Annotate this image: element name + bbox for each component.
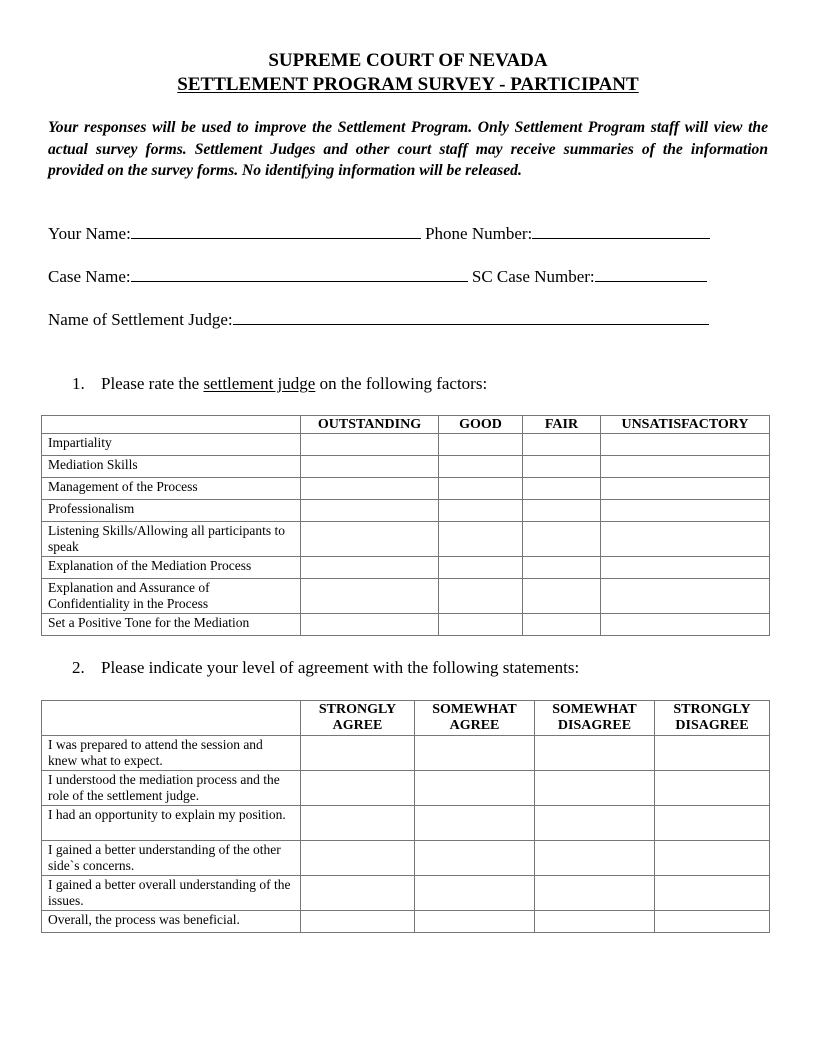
rating-cell[interactable] [535, 876, 655, 911]
table-row [42, 557, 770, 579]
rating-cell[interactable] [415, 841, 535, 876]
column-header-line1: STRONGLY [318, 702, 397, 717]
column-header: UNSATISFACTORY [601, 416, 770, 434]
row-label: Professionalism [42, 500, 301, 522]
table-row [42, 911, 770, 933]
question-1-suffix: on the following factors: [315, 374, 488, 393]
column-header [655, 701, 770, 736]
rating-cell[interactable] [535, 841, 655, 876]
row-label: Set a Positive Tone for the Mediation [42, 614, 301, 636]
case-line [48, 267, 707, 287]
rating-cell[interactable] [439, 614, 523, 636]
rating-cell[interactable] [301, 434, 439, 456]
rating-cell[interactable] [655, 806, 770, 841]
rating-cell[interactable] [535, 911, 655, 933]
rating-cell[interactable] [301, 771, 415, 806]
rating-cell[interactable] [301, 579, 439, 614]
rating-cell[interactable] [535, 771, 655, 806]
rating-cell[interactable] [523, 579, 601, 614]
rating-cell[interactable] [301, 736, 415, 771]
column-header-line1: SOMEWHAT [432, 702, 517, 717]
column-header [535, 701, 655, 736]
survey-title [0, 74, 816, 96]
case-name-label: Case Name: [48, 267, 131, 286]
rating-cell[interactable] [523, 522, 601, 557]
row-label: Explanation and Assurance of Confidentiality in the Process [42, 579, 301, 614]
table-row [42, 841, 770, 876]
sc-case-number-label: SC Case Number: [471, 267, 595, 286]
rating-cell[interactable] [439, 579, 523, 614]
column-header-line1: SOMEWHAT [552, 702, 637, 717]
table-row [42, 876, 770, 911]
question-1-underlined: settlement judge [203, 374, 316, 393]
rating-cell[interactable] [439, 500, 523, 522]
row-label: I gained a better overall understanding of the issues. [42, 876, 301, 911]
question-1 [72, 374, 487, 394]
rating-cell[interactable] [301, 841, 415, 876]
column-header-line2: DISAGREE [557, 718, 632, 733]
column-header: GOOD [439, 416, 523, 434]
settlement-judge-label: Name of Settlement Judge: [48, 310, 233, 329]
row-label: Impartiality [42, 434, 301, 456]
row-label: Management of the Process [42, 478, 301, 500]
question-2-text: Please indicate your level of agreement with the following statements: [101, 658, 580, 677]
question-2-number: 2. [72, 658, 85, 677]
case-name-input[interactable] [131, 267, 468, 282]
rating-cell[interactable] [523, 614, 601, 636]
question-1-number: 1. [72, 374, 85, 393]
row-label: Mediation Skills [42, 456, 301, 478]
survey-title-text: SETTLEMENT PROGRAM SURVEY - PARTICIPANT [177, 74, 639, 95]
rating-cell[interactable] [601, 456, 770, 478]
rating-cell[interactable] [601, 557, 770, 579]
column-header: OUTSTANDING [301, 416, 439, 434]
rating-cell[interactable] [655, 876, 770, 911]
your-name-input[interactable] [131, 224, 421, 239]
rating-cell[interactable] [439, 478, 523, 500]
sc-case-number-input[interactable] [595, 267, 707, 282]
rating-cell[interactable] [523, 478, 601, 500]
table-row [42, 500, 770, 522]
rating-cell[interactable] [439, 522, 523, 557]
column-header-line2: AGREE [332, 718, 383, 733]
rating-cell[interactable] [655, 841, 770, 876]
rating-cell[interactable] [301, 557, 439, 579]
rating-cell[interactable] [301, 522, 439, 557]
rating-cell[interactable] [655, 911, 770, 933]
rating-cell[interactable] [523, 456, 601, 478]
name-phone-line [48, 224, 710, 244]
table-header-row [42, 701, 770, 736]
rating-cell[interactable] [601, 579, 770, 614]
intro-paragraph: Your responses will be used to improve the Settlement Program. Only Settlement Program staff will view the actual survey forms. Settlement Judges and other court staff may receive summaries of the information provided on the survey forms. No identifying information will be released. [48, 119, 768, 179]
rating-cell[interactable] [535, 736, 655, 771]
row-label: I understood the mediation process and the role of the settlement judge. [42, 771, 301, 806]
row-label: I had an opportunity to explain my position. [42, 806, 301, 841]
rating-cell[interactable] [301, 478, 439, 500]
rating-cell[interactable] [439, 434, 523, 456]
table-row [42, 736, 770, 771]
empty-header-cell [42, 416, 301, 434]
rating-cell[interactable] [415, 736, 535, 771]
your-name-label: Your Name: [48, 224, 131, 243]
rating-cell[interactable] [439, 557, 523, 579]
rating-cell[interactable] [523, 557, 601, 579]
settlement-judge-input[interactable] [233, 310, 709, 325]
column-header [415, 701, 535, 736]
judge-rating-table [41, 415, 770, 636]
rating-cell[interactable] [535, 806, 655, 841]
table-row [42, 478, 770, 500]
column-header: FAIR [523, 416, 601, 434]
rating-cell[interactable] [601, 478, 770, 500]
rating-cell[interactable] [415, 911, 535, 933]
phone-number-label: Phone Number: [425, 224, 533, 243]
table-row [42, 522, 770, 557]
row-label: I gained a better understanding of the other side`s concerns. [42, 841, 301, 876]
question-1-prefix: Please rate the [101, 374, 204, 393]
rating-cell[interactable] [601, 500, 770, 522]
court-title: SUPREME COURT OF NEVADA [268, 50, 548, 71]
column-header [301, 701, 415, 736]
row-label: Explanation of the Mediation Process [42, 557, 301, 579]
rating-cell[interactable] [601, 614, 770, 636]
table-header-row [42, 416, 770, 434]
column-header-line2: AGREE [449, 718, 500, 733]
agreement-table [41, 700, 770, 933]
column-header-line2: DISAGREE [675, 718, 749, 733]
table-row [42, 771, 770, 806]
table-row [42, 806, 770, 841]
row-label: Listening Skills/Allowing all participants to speak [42, 522, 301, 557]
rating-cell[interactable] [415, 876, 535, 911]
question-2 [72, 658, 579, 678]
rating-cell[interactable] [415, 771, 535, 806]
empty-header-cell [42, 701, 301, 736]
rating-cell[interactable] [523, 434, 601, 456]
rating-cell[interactable] [439, 456, 523, 478]
table-row [42, 614, 770, 636]
table-row [42, 456, 770, 478]
row-label: Overall, the process was beneficial. [42, 911, 301, 933]
rating-cell[interactable] [601, 434, 770, 456]
rating-cell[interactable] [301, 500, 439, 522]
judge-line [48, 310, 709, 330]
rating-cell[interactable] [655, 771, 770, 806]
row-label: I was prepared to attend the session and knew what to expect. [42, 736, 301, 771]
rating-cell[interactable] [301, 614, 439, 636]
table-row [42, 579, 770, 614]
rating-cell[interactable] [601, 522, 770, 557]
rating-cell[interactable] [301, 911, 415, 933]
rating-cell[interactable] [301, 876, 415, 911]
rating-cell[interactable] [655, 736, 770, 771]
rating-cell[interactable] [301, 806, 415, 841]
rating-cell[interactable] [415, 806, 535, 841]
rating-cell[interactable] [523, 500, 601, 522]
column-header-line1: STRONGLY [673, 702, 751, 717]
rating-cell[interactable] [301, 456, 439, 478]
table-row [42, 434, 770, 456]
phone-number-input[interactable] [532, 224, 710, 239]
